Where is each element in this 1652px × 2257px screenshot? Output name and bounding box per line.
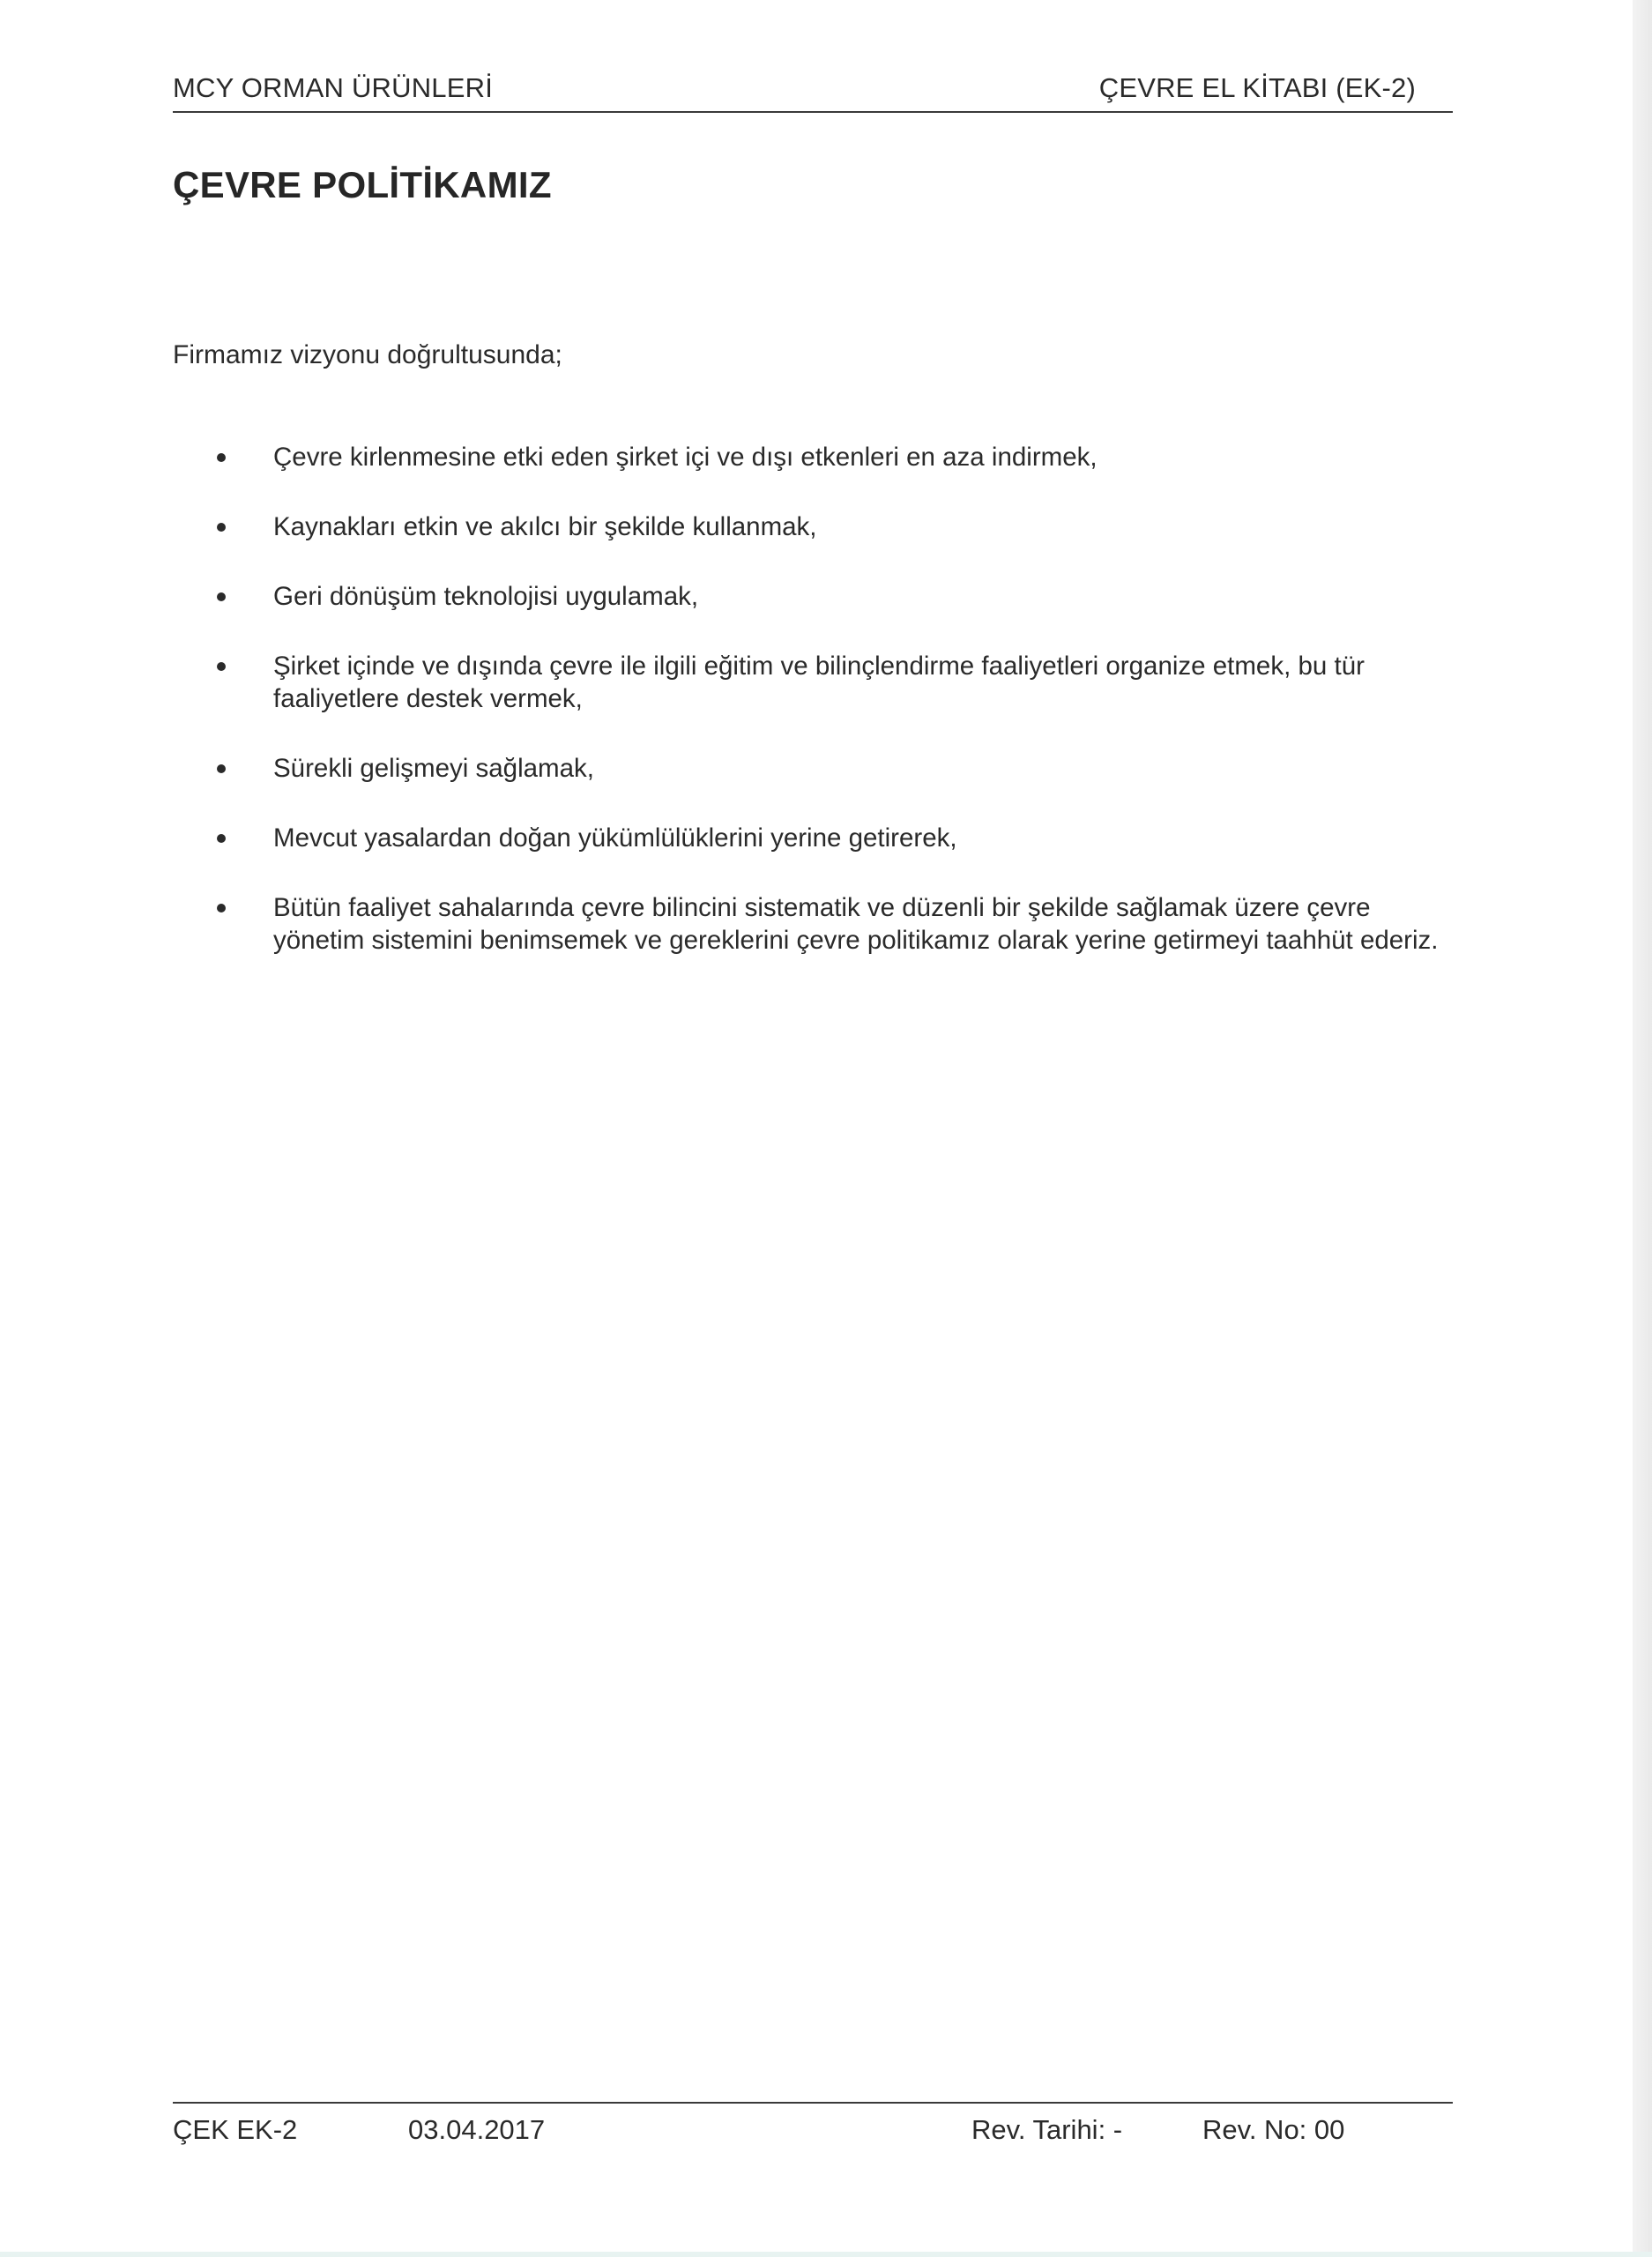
list-item <box>217 822 1451 854</box>
list-item <box>217 752 1451 785</box>
list-item-text: Kaynakları etkin ve akılcı bir şekilde kullanmak, <box>273 512 817 541</box>
list-item-text: Mevcut yasalardan doğan yükümlülüklerini yerine getirerek, <box>273 823 957 853</box>
scan-bottom-edge <box>0 2252 1652 2257</box>
header-doc-title: ÇEVRE EL KİTABI (EK-2) <box>1098 72 1416 103</box>
intro-text: Firmamız vizyonu doğrultusunda; <box>173 340 562 369</box>
list-item-text: Şirket içinde ve dışında çevre ile ilgili eğitim ve bilinçlendirme faaliyetleri organize etmek, bu tür faaliyetlere destek vermek, <box>273 652 1365 713</box>
bullet-icon <box>217 453 226 462</box>
list-item <box>217 441 1451 473</box>
header-company: MCY ORMAN ÜRÜNLERİ <box>173 72 494 103</box>
bullet-icon <box>217 523 226 532</box>
policy-list <box>217 441 1451 994</box>
list-item <box>217 891 1451 957</box>
footer-rev-date: Rev. Tarihi: - <box>971 2114 1123 2145</box>
footer-rev-no: Rev. No: 00 <box>1202 2114 1345 2145</box>
list-item <box>217 510 1451 543</box>
page-title: ÇEVRE POLİTİKAMIZ <box>173 164 552 205</box>
bullet-icon <box>217 592 226 601</box>
list-item-text: Çevre kirlenmesine etki eden şirket içi ve dışı etkenleri en aza indirmek, <box>273 443 1098 472</box>
footer-date: 03.04.2017 <box>408 2114 546 2145</box>
list-item <box>217 650 1451 715</box>
scan-edge <box>1633 0 1652 2257</box>
page-footer <box>173 2102 1453 2145</box>
bullet-icon <box>217 834 226 843</box>
bullet-icon <box>217 904 226 912</box>
list-item-text: Geri dönüşüm teknolojisi uygulamak, <box>273 582 699 611</box>
bullet-icon <box>217 662 226 671</box>
page-header <box>173 69 1453 113</box>
list-item-text: Bütün faaliyet sahalarında çevre bilincini sistematik ve düzenli bir şekilde sağlamak üzere çevre yönetim sistemini benimsemek ve gereklerini çevre politikamız olarak yerine getirmeyi taahhüt ederiz. <box>273 893 1439 955</box>
bullet-icon <box>217 764 226 773</box>
list-item-text: Sürekli gelişmeyi sağlamak, <box>273 754 594 783</box>
list-item <box>217 580 1451 613</box>
footer-doc-code: ÇEK EK-2 <box>173 2114 298 2145</box>
